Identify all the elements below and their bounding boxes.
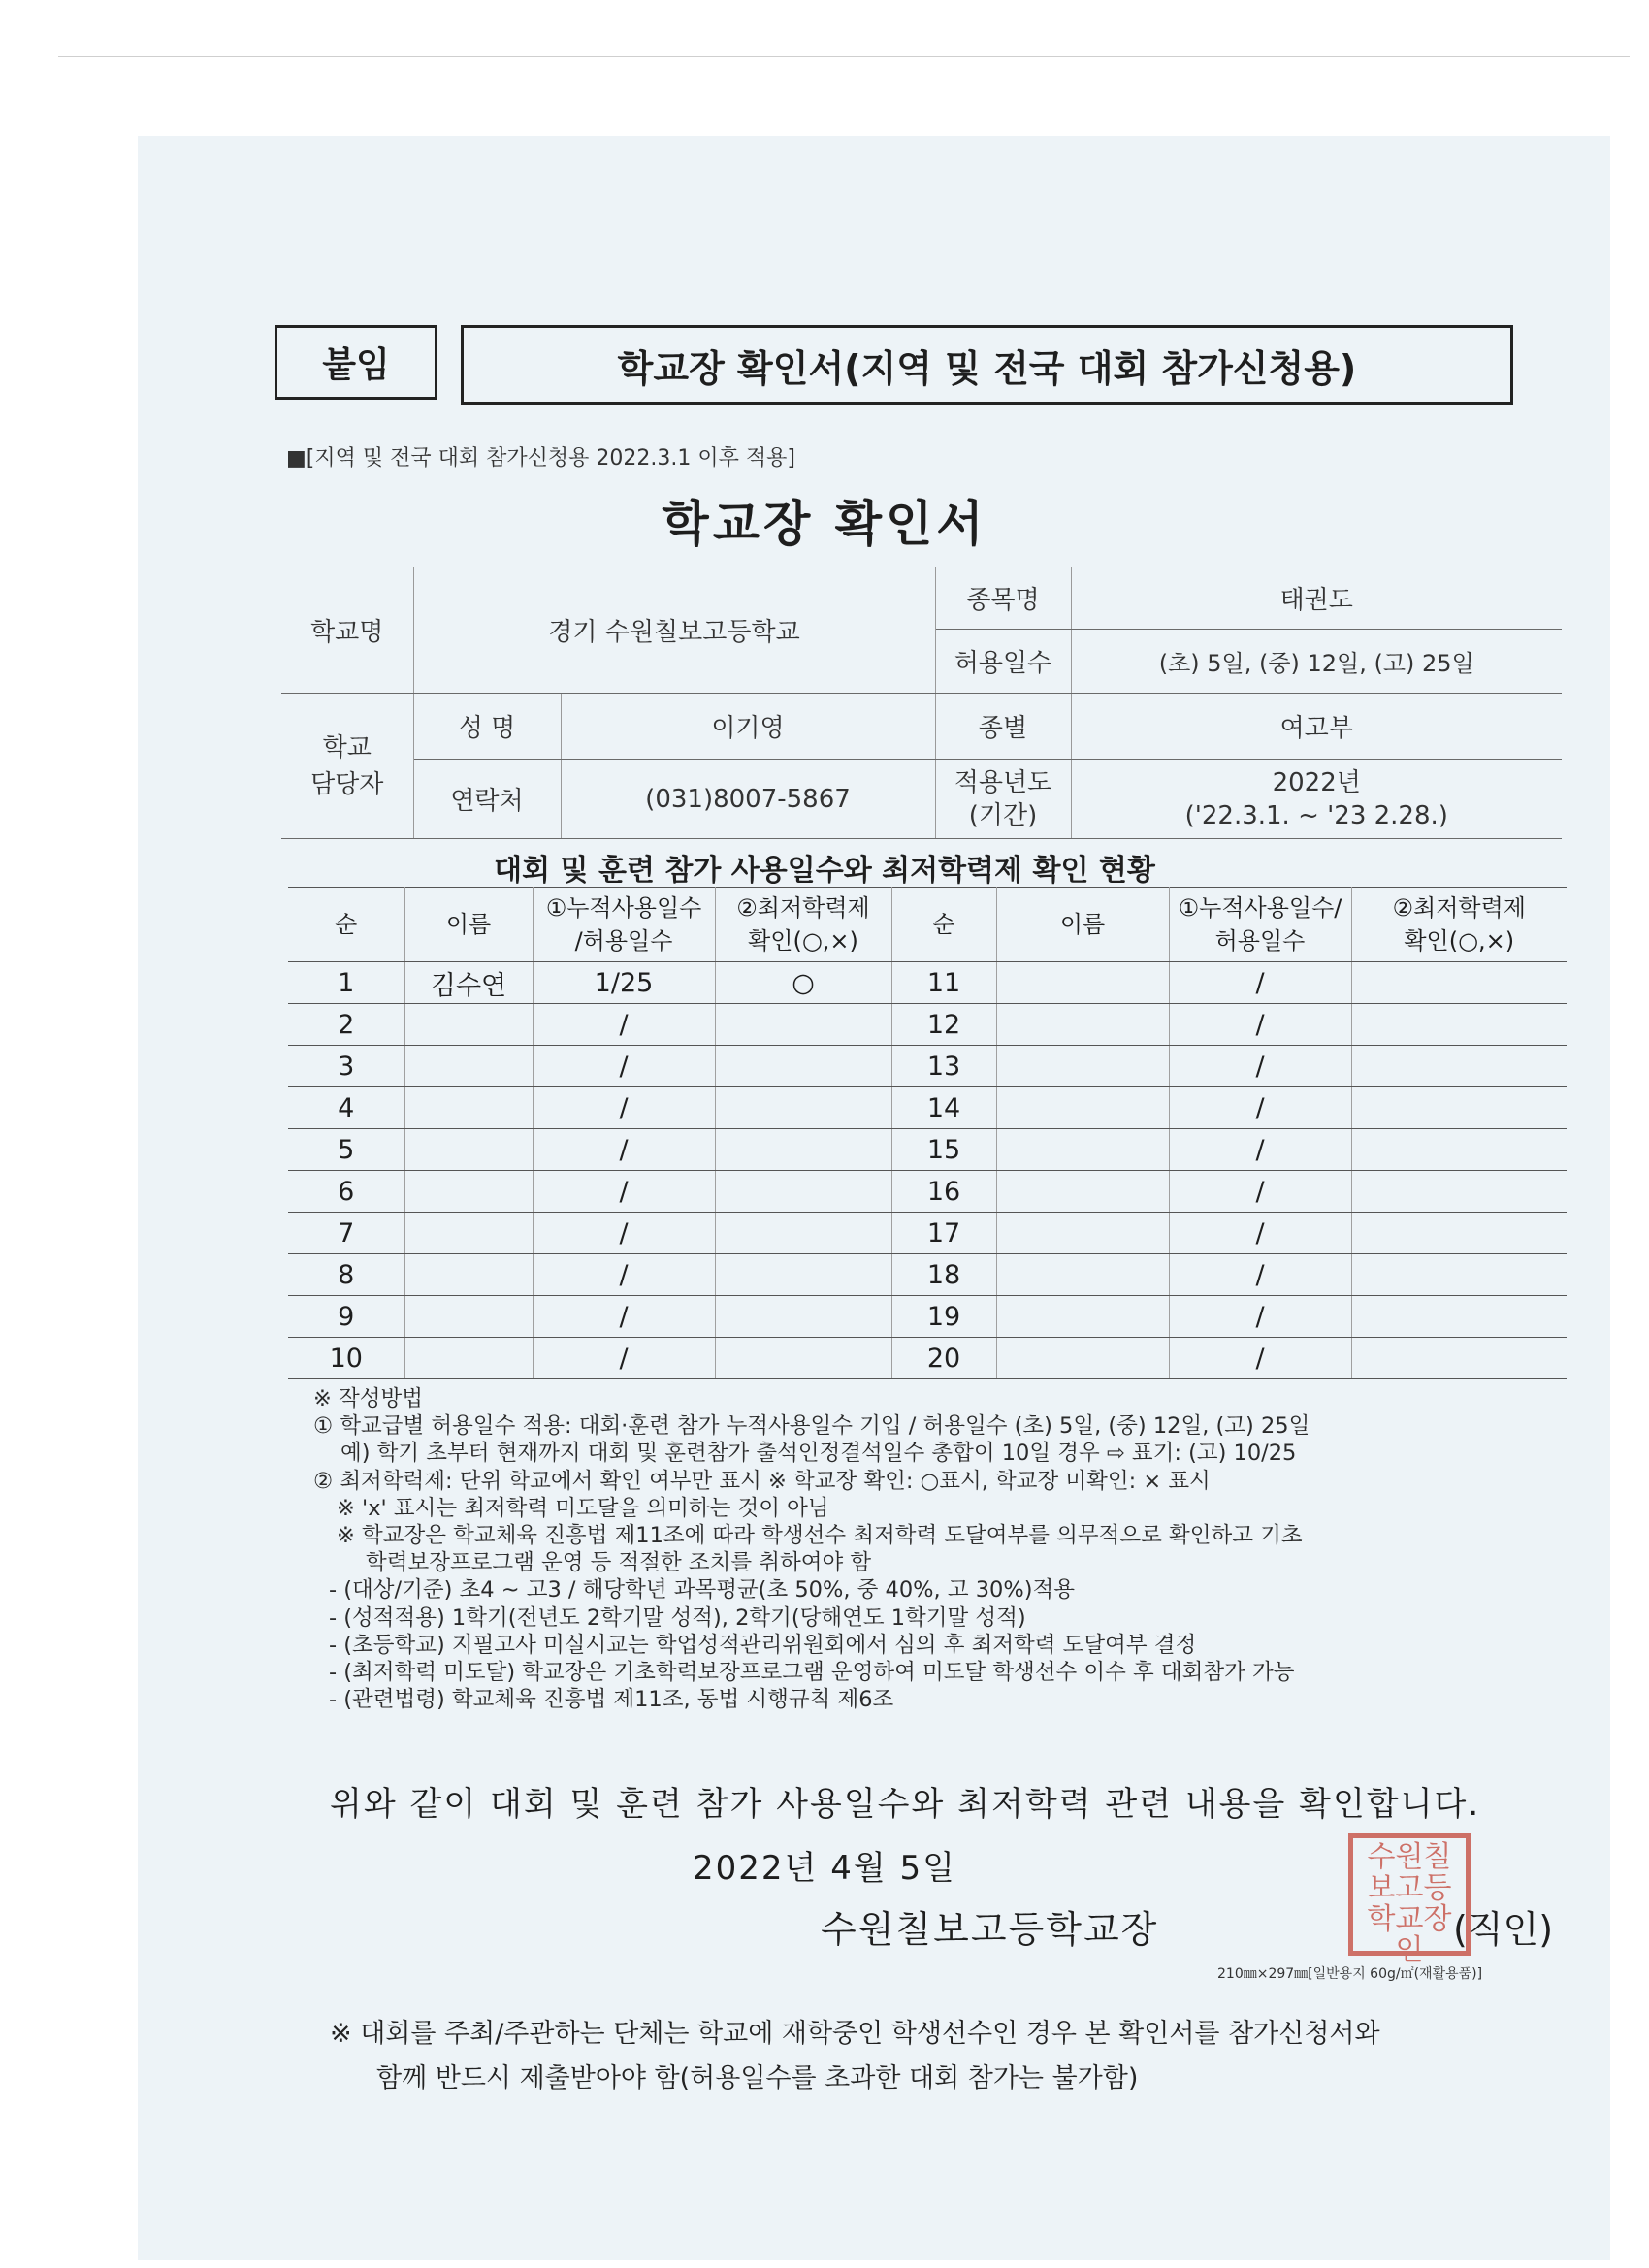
note-line: - (성적적용) 1학기(전년도 2학기말 성적), 2학기(당해연도 1학기말 성적) [329,1604,1026,1631]
paper-spec: 210㎜×297㎜[일반용지 60g/㎡(재활용품)] [1217,1966,1483,1982]
note-line: ※ 학교장은 학교체육 진흥법 제11조에 따라 학생선수 최저학력 도달여부를 의무적으로 확인하고 기초 [337,1523,1303,1549]
row-usage-right: / [1169,1296,1351,1338]
contact: (031)8007-5867 [561,760,935,839]
name-label: 성 명 [413,694,561,760]
row-usage: / [533,1296,715,1338]
row-check [715,1254,891,1296]
row-no-right: 19 [891,1296,996,1338]
note-line: ② 최저학력제: 단위 학교에서 확인 여부만 표시 ※ 학교장 확인: ○표시, 학교장 미확인: × 표시 [313,1468,1211,1494]
row-no-right: 20 [891,1338,996,1379]
row-no-right: 14 [891,1087,996,1129]
col-check-right-line2: 확인(○,×) [1404,927,1515,955]
main-title: 학교장 확인서 [662,496,987,552]
year-label [935,760,1071,839]
applies-note: ■[지역 및 전국 대회 참가신청용 2022.3.1 이후 적용] [286,446,795,470]
sport-label: 종목명 [935,567,1071,630]
row-no-right: 12 [891,1004,996,1046]
table-row [288,1046,1567,1087]
col-no: 순 [288,888,404,962]
row-usage: / [533,1004,715,1046]
seal-label: (직인) [1453,1908,1554,1951]
row-name: 김수연 [404,962,533,1004]
col-usage-line2: /허용일수 [574,927,673,955]
school-name-label: 학교명 [281,567,413,694]
table-row [288,1338,1567,1379]
row-check: ○ [715,962,891,1004]
table-row [288,1213,1567,1254]
row-check-right [1351,1171,1567,1213]
row-usage: / [533,1046,715,1087]
row-name-right [996,1046,1169,1087]
row-name-right [996,1254,1169,1296]
row-no: 3 [288,1046,404,1087]
row-usage: / [533,1087,715,1129]
row-name [404,1129,533,1171]
sport: 태권도 [1071,567,1562,630]
year-label-line2: (기간) [968,800,1038,830]
year [1071,760,1562,839]
table-row [288,1004,1567,1046]
row-usage: / [533,1254,715,1296]
row-no: 6 [288,1171,404,1213]
col-check-right [1351,888,1567,962]
col-usage-line1: ①누적사용일수 [545,894,702,922]
row-usage-right: / [1169,1254,1351,1296]
confirm-statement: 위와 같이 대회 및 훈련 참가 사용일수와 최저학력 관련 내용을 확인합니다. [330,1785,1481,1824]
usage-section-title: 대회 및 훈련 참가 사용일수와 최저학력제 확인 현황 [494,854,1155,888]
period-value: ('22.3.1. ~ '23 2.28.) [1184,800,1448,830]
row-check [715,1004,891,1046]
staff-name: 이기영 [561,694,935,760]
row-name-right [996,1004,1169,1046]
year-label-line1: 적용년도 [954,767,1052,797]
row-usage-right: / [1169,1338,1351,1379]
note-line: ※ 'x' 표시는 최저학력 미도달을 의미하는 것이 아님 [337,1495,829,1521]
notes-heading: ※ 작성방법 [313,1386,423,1411]
row-name-right [996,1087,1169,1129]
row-name [404,1254,533,1296]
row-no: 10 [288,1338,404,1379]
allowed-days-label: 허용일수 [935,630,1071,694]
row-check-right [1351,1087,1567,1129]
note-line: - (대상/기준) 초4 ~ 고3 / 해당학년 과목평균(초 50%, 중 40%, 고 30%)적용 [329,1577,1075,1604]
row-name-right [996,1296,1169,1338]
row-name [404,1046,533,1087]
row-check-right [1351,1129,1567,1171]
col-usage-right-line1: ①누적사용일수/ [1178,894,1342,922]
row-check [715,1087,891,1129]
row-check [715,1338,891,1379]
col-name: 이름 [404,888,533,962]
usage-table [288,887,1567,1379]
row-check [715,1046,891,1087]
row-no: 5 [288,1129,404,1171]
row-check-right [1351,1004,1567,1046]
row-no-right: 15 [891,1129,996,1171]
school-info-table [281,567,1562,839]
note-line: - (초등학교) 지필고사 미실시교는 학업성적관리위원회에서 심의 후 최저학력 도달여부 결정 [329,1632,1197,1658]
row-check-right [1351,962,1567,1004]
row-usage-right: / [1169,1004,1351,1046]
contact-label: 연락처 [413,760,561,839]
table-row [288,1087,1567,1129]
row-check-right [1351,1338,1567,1379]
year-value: 2022년 [1272,767,1361,797]
category-label: 종별 [935,694,1071,760]
row-check [715,1296,891,1338]
notice-line1: ※ 대회를 주최/주관하는 단체는 학교에 재학중인 학생선수인 경우 본 확인서를 참가신청서와 [330,2019,1380,2049]
row-name-right [996,1338,1169,1379]
category: 여고부 [1071,694,1562,760]
principal-name: 수원칠보고등학교장 [821,1908,1159,1951]
issue-date: 2022년 4월 5일 [693,1849,956,1888]
row-usage-right: / [1169,1213,1351,1254]
note-line: - (최저학력 미도달) 학교장은 기초학력보장프로그램 운영하여 미도달 학생선수 이수 후 대회참가 가능 [329,1660,1295,1686]
table-row [288,1129,1567,1171]
row-check-right [1351,1254,1567,1296]
row-no-right: 18 [891,1254,996,1296]
top-divider [58,56,1630,57]
row-name-right [996,1129,1169,1171]
col-usage-right-line2: 허용일수 [1214,927,1306,955]
staff-label-line2: 담당자 [310,769,384,799]
row-no: 1 [288,962,404,1004]
note-line: - (관련법령) 학교체육 진흥법 제11조, 동법 시행규칙 제6조 [329,1687,894,1713]
note-line: 예) 학기 초부터 현재까지 대회 및 훈련참가 출석인정결석일수 총합이 10일 경우 ⇨ 표기: (고) 10/25 [340,1441,1297,1467]
row-check-right [1351,1296,1567,1338]
table-row [288,962,1567,1004]
writing-instructions [313,1385,1574,1713]
row-check [715,1171,891,1213]
row-name [404,1338,533,1379]
row-name [404,1004,533,1046]
col-name-right: 이름 [996,888,1169,962]
row-no: 9 [288,1296,404,1338]
col-usage-right [1169,888,1351,962]
row-no-right: 13 [891,1046,996,1087]
row-name [404,1171,533,1213]
row-usage-right: / [1169,1046,1351,1087]
row-name [404,1213,533,1254]
staff-label-line1: 학교 [322,732,372,762]
note-line: 학력보장프로그램 운영 등 적절한 조치를 취하여야 함 [366,1550,872,1576]
row-usage-right: / [1169,1171,1351,1213]
row-usage-right: / [1169,1087,1351,1129]
table-row [288,1296,1567,1338]
col-usage [533,888,715,962]
row-usage: / [533,1171,715,1213]
row-name [404,1296,533,1338]
row-no: 2 [288,1004,404,1046]
row-name [404,1087,533,1129]
row-check-right [1351,1046,1567,1087]
row-no: 4 [288,1087,404,1129]
row-name-right [996,1213,1169,1254]
row-name-right [996,1171,1169,1213]
row-no-right: 11 [891,962,996,1004]
col-check-line1: ②최저학력제 [736,894,870,922]
official-seal: 수원칠보고등학교장인 [1348,1833,1471,1956]
note-line: ① 학교급별 허용일수 적용: 대회·훈련 참가 누적사용일수 기입 / 허용일수 (초) 5일, (중) 12일, (고) 25일 [313,1413,1310,1440]
submission-notice [330,2012,1380,2101]
table-row [288,1171,1567,1213]
staff-label [281,694,413,839]
allowed-days: (초) 5일, (중) 12일, (고) 25일 [1071,630,1562,694]
school-name: 경기 수원칠보고등학교 [413,567,935,694]
row-usage-right: / [1169,962,1351,1004]
col-check-line2: 확인(○,×) [748,927,858,955]
row-check-right [1351,1213,1567,1254]
row-usage: / [533,1213,715,1254]
row-usage: 1/25 [533,962,715,1004]
row-name-right [996,962,1169,1004]
notice-line2: 함께 반드시 제출받아야 함(허용일수를 초과한 대회 참가는 불가함) [376,2063,1139,2093]
row-no-right: 17 [891,1213,996,1254]
form-title: 학교장 확인서(지역 및 전국 대회 참가신청용) [461,325,1513,405]
row-no: 7 [288,1213,404,1254]
row-usage: / [533,1129,715,1171]
row-no-right: 16 [891,1171,996,1213]
col-check-right-line1: ②최저학력제 [1392,894,1526,922]
row-check [715,1129,891,1171]
row-no: 8 [288,1254,404,1296]
table-row [288,1254,1567,1296]
col-no-right: 순 [891,888,996,962]
col-check [715,888,891,962]
row-usage-right: / [1169,1129,1351,1171]
row-check [715,1213,891,1254]
row-usage: / [533,1338,715,1379]
attachment-label: 붙임 [275,325,437,400]
